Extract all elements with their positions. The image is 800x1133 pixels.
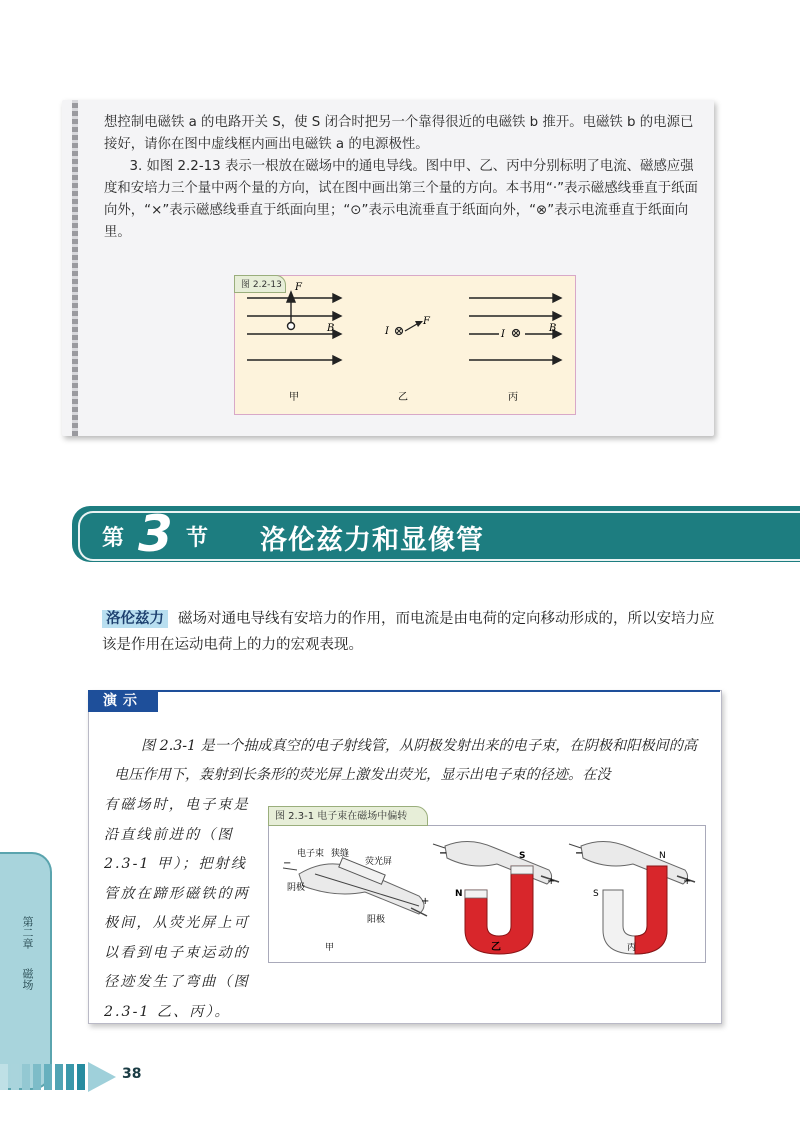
keyword-lorentz-force: 洛伦兹力 bbox=[102, 610, 168, 628]
spiral-binding bbox=[72, 100, 78, 436]
label-minus-jia: − bbox=[283, 858, 292, 869]
intro-paragraph bbox=[102, 606, 726, 658]
exercise-text bbox=[104, 112, 700, 244]
fig1-caption-bing: 丙 bbox=[508, 392, 518, 403]
section-jie: 节 bbox=[186, 526, 209, 551]
magnet-bing bbox=[603, 866, 667, 954]
fig2-caption-bing: 丙 bbox=[627, 943, 637, 953]
section-title: 洛伦兹力和显像管 bbox=[260, 525, 484, 556]
label-electron-beam: 电子束 bbox=[297, 849, 325, 859]
label-slit: 狭缝 bbox=[331, 849, 350, 859]
section-number: 3 bbox=[138, 505, 173, 563]
magnet-yi bbox=[465, 866, 533, 954]
label-N-bing: N bbox=[659, 851, 666, 861]
demo-tab: 演示 bbox=[88, 690, 158, 712]
label-plus-bing: + bbox=[683, 876, 692, 887]
fig1-label-B1: B bbox=[327, 323, 335, 334]
demo-top-line bbox=[88, 690, 720, 692]
demo-paragraph-start: 图 2.3-1 是一个抽成真空的电子射线管，从阴极发射出来的电子束，在阴极和阳极间的高电压作用下，轰射到长条形的荧光屏上激发出荧光，显示出电子束的径迹。在没 bbox=[114, 738, 698, 783]
figure-2-2-13 bbox=[234, 275, 576, 415]
label-S-yi: S bbox=[519, 851, 526, 861]
side-topic-label: 磁场 bbox=[21, 968, 34, 990]
fig1-caption-jia: 甲 bbox=[289, 392, 299, 403]
label-plus-yi: + bbox=[547, 876, 556, 887]
side-chapter-label: 第二章 bbox=[21, 916, 34, 949]
figure-2-3-1 bbox=[268, 825, 706, 963]
footer-arrow-bars bbox=[0, 1060, 120, 1094]
fig1-label-I3: I bbox=[501, 329, 505, 340]
label-screen: 荧光屏 bbox=[365, 857, 393, 867]
figure-2-3-1-tab: 图 2.3-1 电子束在磁场中偏转 bbox=[268, 806, 428, 826]
fig1-caption-yi: 乙 bbox=[398, 392, 408, 403]
demo-text-narrow: 有磁场时，电子束是沿直线前进的（图 2.3-1 甲）；把射线管放在蹄形磁铁的两极间，从荧光屏上可以看到电子束运动的径迹发生了弯曲（图 2.3-1 乙、丙）。 bbox=[104, 797, 250, 1020]
page-number: 38 bbox=[122, 1066, 142, 1082]
fig1-label-F2: F bbox=[423, 316, 430, 327]
label-minus-yi: − bbox=[439, 848, 448, 859]
fig1-label-I2: I bbox=[385, 326, 389, 337]
exercise-paragraph-2: 3. 如图 2.2-13 表示一根放在磁场中的通电导线。图中甲、乙、丙中分别标明了电流、磁感应强度和安培力三个量中两个量的方向，试在图中画出第三个量的方向。本书用“·”表示磁感线垂直于纸面向外，“×”表示磁感线垂直于纸面向里；“⊙”表示电流垂直于纸面向外，“⊗”表示电流垂直于纸面向里。 bbox=[104, 159, 698, 240]
label-cathode: 阴极 bbox=[287, 883, 306, 893]
label-anode: 阳极 bbox=[367, 915, 386, 925]
label-minus-bing: − bbox=[575, 848, 584, 859]
label-plus-jia: + bbox=[421, 896, 430, 907]
fig2-caption-jia: 甲 bbox=[325, 943, 335, 953]
demo-text-line1 bbox=[114, 732, 704, 790]
intro-text: 磁场对通电导线有安培力的作用，而电流是由电荷的定向移动形成的，所以安培力应该是作用在运动电荷上的力的宏观表现。 bbox=[102, 611, 715, 653]
label-S-bing: S bbox=[593, 889, 599, 899]
label-N-yi: N bbox=[455, 889, 463, 899]
exercise-paragraph-1: 想控制电磁铁 a 的电路开关 S，使 S 闭合时把另一个靠得很近的电磁铁 b 推开。电磁铁 b 的电源已接好，请你在图中虚线框内画出电磁铁 a 的电源极性。 bbox=[104, 115, 694, 152]
tube-bing bbox=[569, 841, 695, 884]
fig1-label-F1: F bbox=[295, 282, 302, 293]
tube-yi bbox=[433, 841, 559, 884]
section-di: 第 bbox=[102, 526, 125, 551]
fig2-caption-yi: 乙 bbox=[491, 942, 501, 953]
figure-2-2-13-tab: 图 2.2-13 bbox=[234, 275, 286, 293]
fig1-label-B3: B bbox=[549, 323, 557, 334]
